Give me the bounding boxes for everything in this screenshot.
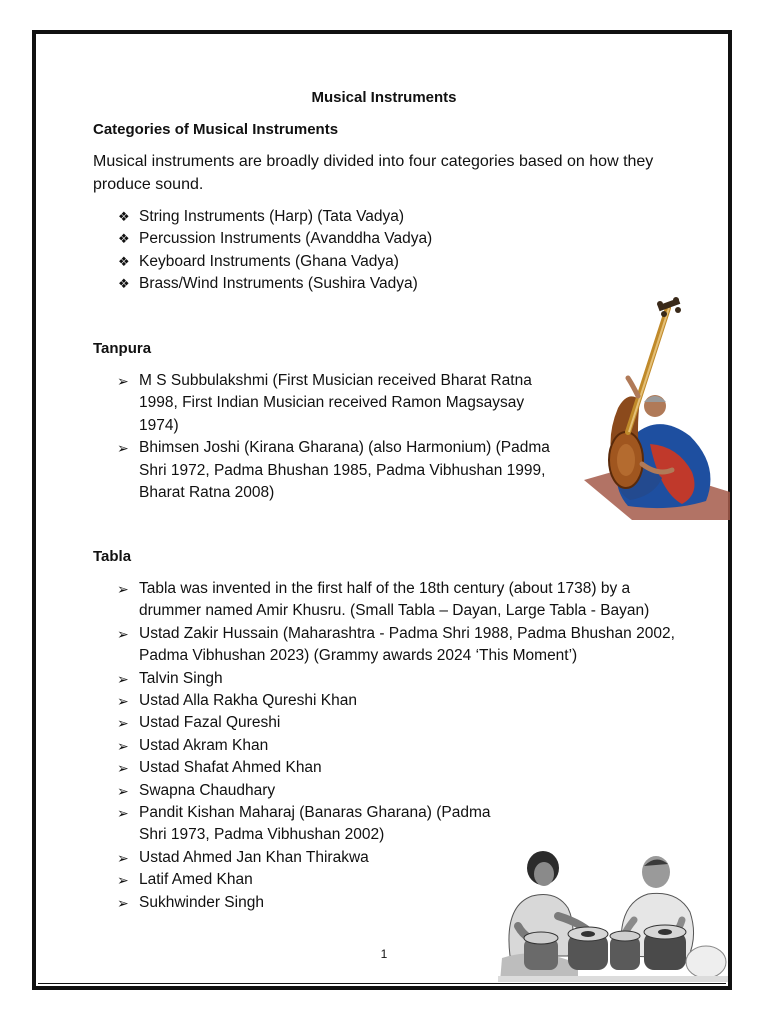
categories-heading: Categories of Musical Instruments: [93, 121, 339, 138]
arrow-bullet-icon: ➢: [117, 760, 129, 777]
arrow-bullet-icon: ➢: [117, 670, 129, 687]
list-item: ➢ Bhimsen Joshi (Kirana Gharana) (also Harmonium) (Padma Shri 1972, Padma Bhushan 1985, Padma Vibhushan 1999, Bharat Ratna 2008): [117, 439, 550, 502]
tabla-heading: Tabla: [93, 548, 132, 565]
page-title: Musical Instruments: [311, 89, 457, 106]
arrow-bullet-icon: ➢: [117, 872, 129, 889]
list-item: ➢ M S Subbulakshmi (First Musician received Bharat Ratna 1998, First Indian Musician received Ramon Magsaysay 1974): [117, 372, 532, 434]
list-item: ➢ Ustad Ahmed Jan Khan Thirakwa: [117, 847, 677, 869]
list-item: ➢ Swapna Chaudhary: [117, 780, 677, 802]
page-number: 1: [380, 947, 388, 961]
categories-intro: Musical instruments are broadly divided into four categories based on how they produce sound.: [93, 153, 654, 193]
tanpura-player-illustration: [580, 296, 732, 522]
diamond-bullet-icon: ❖: [118, 276, 130, 292]
list-item: ❖ Brass/Wind Instruments (Sushira Vadya): [118, 273, 432, 295]
arrow-bullet-icon: ➢: [117, 805, 129, 822]
list-item: ➢ Ustad Shafat Ahmed Khan: [117, 757, 677, 779]
list-item: ➢ Sukhwinder Singh: [117, 892, 677, 914]
diamond-bullet-icon: ❖: [118, 209, 130, 224]
arrow-bullet-icon: ➢: [117, 625, 129, 642]
list-item: ➢ Ustad Akram Khan: [117, 735, 677, 757]
list-item: ➢ Latif Amed Khan: [117, 869, 677, 891]
list-item: ❖ Percussion Instruments (Avanddha Vadya): [118, 228, 432, 250]
tanpura-heading: Tanpura: [93, 340, 152, 357]
list-item: ➢ Talvin Singh: [117, 668, 677, 690]
arrow-bullet-icon: ➢: [117, 440, 129, 457]
list-item: ➢ Ustad Zakir Hussain (Maharashtra - Padma Shri 1988, Padma Bhushan 2002, Padma Vibhushan 2023) (Grammy awards 2024 ‘This Moment’): [117, 624, 675, 665]
list-item: ➢ Pandit Kishan Maharaj (Banaras Gharana) (Padma Shri 1973, Padma Vibhushan 2002): [117, 804, 491, 844]
arrow-bullet-icon: ➢: [117, 715, 129, 732]
categories-list: [118, 206, 432, 296]
list-item: ❖ Keyboard Instruments (Ghana Vadya): [118, 251, 432, 273]
list-item: ❖ String Instruments (Harp) (Tata Vadya): [118, 206, 432, 228]
diamond-bullet-icon: ❖: [118, 253, 130, 269]
arrow-bullet-icon: ➢: [117, 894, 129, 911]
arrow-bullet-icon: ➢: [117, 581, 129, 597]
diamond-bullet-icon: ❖: [118, 231, 130, 247]
list-item: ➢ Tabla was invented in the first half of the 18th century (about 1738) by a drummer named Amir Khusru. (Small Tabla – Dayan, Large Tabla - Bayan): [117, 580, 650, 620]
arrow-bullet-icon: ➢: [117, 849, 129, 866]
tabla-players-illustration: [498, 846, 728, 982]
arrow-bullet-icon: ➢: [117, 693, 129, 710]
arrow-bullet-icon: ➢: [117, 737, 129, 754]
list-item: ➢ Ustad Alla Rakha Qureshi Khan: [117, 690, 677, 712]
arrow-bullet-icon: ➢: [117, 782, 129, 799]
list-item: ➢ Ustad Fazal Qureshi: [117, 712, 677, 734]
arrow-bullet-icon: ➢: [117, 373, 129, 389]
tanpura-list: [117, 370, 567, 504]
